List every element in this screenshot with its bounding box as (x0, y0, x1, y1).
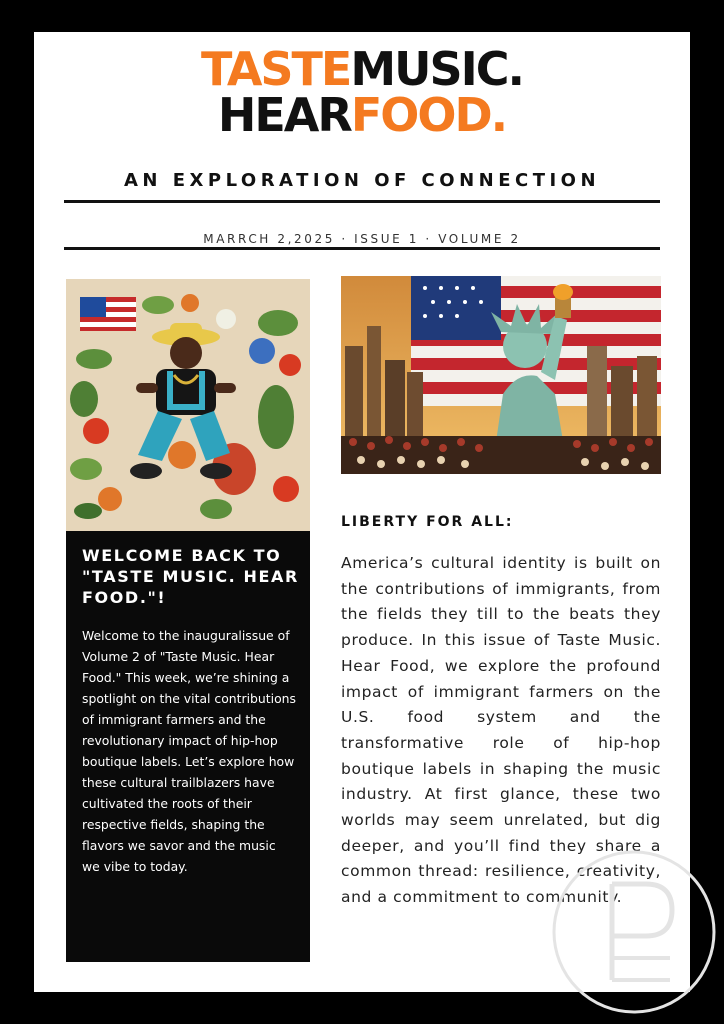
divider-bottom (64, 247, 660, 250)
watermark-logo-icon (550, 848, 718, 1016)
article-body: America’s cultural identity is built on the contributions of immigrants, from the fields they till to the beats they produce. In this issue of Taste Music. Hear Food, we explore the profound impact of immigrant farmers on the U.S. food system and the transformative role of hip-hop boutique labels in shaping the music industry. At first glance, these two worlds may seem unrelated, but dig deeper, and you’ll find they share a common thread: resilience, creativity, and a commitment to community. (341, 554, 661, 907)
welcome-box (66, 531, 310, 962)
liberty-illustration (341, 276, 661, 474)
masthead-logo (34, 42, 690, 142)
welcome-heading: WELCOME BACK TO "TASTE MUSIC. HEAR FOOD."! (82, 546, 299, 607)
logo-music: MUSIC. (350, 42, 523, 96)
logo-hear: HEAR (217, 88, 351, 142)
logo-food: FOOD. (350, 88, 507, 142)
issue-line: MARRCH 2,2025 · ISSUE 1 · VOLUME 2 (203, 232, 521, 246)
article-heading: LIBERTY FOR ALL: (341, 514, 514, 530)
divider-top (64, 200, 660, 203)
welcome-body: Welcome to the inauguralissue of Volume 2 of "Taste Music. Hear Food." This week, we’re shining a spotlight on the vital contributions of immigrant farmers and the revolutionary impact of hip-hop boutique labels. Let’s explore how these cultural trailblazers have cultivated the roots of their respective fields, shaping the flavors we savor and the music we vibe to today. (82, 628, 296, 874)
logo-taste: TASTE (201, 42, 351, 96)
tagline: AN EXPLORATION OF CONNECTION (123, 170, 601, 191)
farmer-illustration (66, 279, 310, 531)
